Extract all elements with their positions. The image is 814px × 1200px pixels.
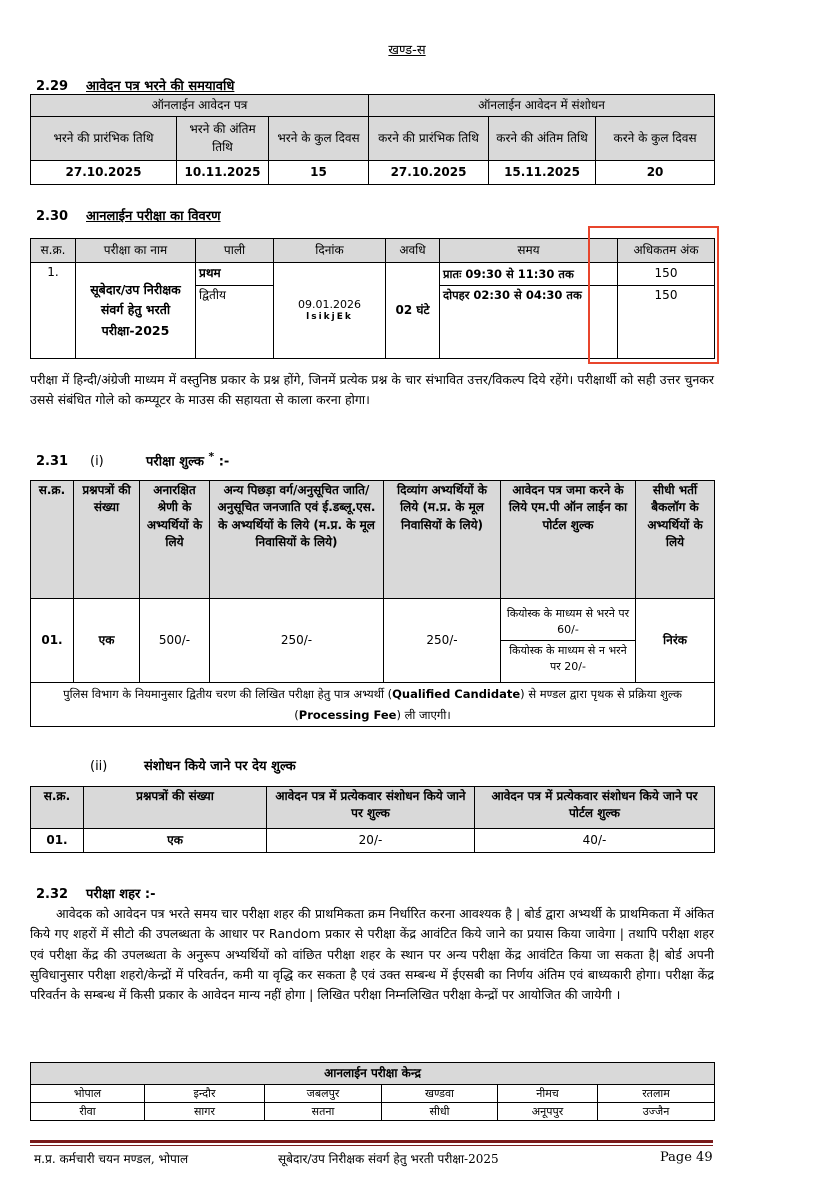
marks-2-cell: 150 xyxy=(618,286,715,359)
header-cell: सीधी भर्ती बैकलॉग के अभ्यर्थियों के लिये xyxy=(636,481,715,599)
header-cell: अधिकतम अंक xyxy=(618,239,715,263)
center-cell: रतलाम xyxy=(598,1085,715,1103)
serial-cell: 01. xyxy=(31,829,84,853)
heading-suffix: :- xyxy=(218,454,230,470)
footer-rule-thin xyxy=(30,1145,713,1146)
center-cell: सीधी xyxy=(382,1103,498,1121)
note-part: ) ली जाएगी। xyxy=(396,707,451,722)
value-cell: 15.11.2025 xyxy=(489,161,596,185)
center-cell: सतना xyxy=(265,1103,382,1121)
duration-cell: 02 घंटे xyxy=(386,263,440,359)
header-cell: परीक्षा का नाम xyxy=(76,239,196,263)
centers-title: आनलाईन परीक्षा केन्द्र xyxy=(31,1063,715,1085)
date-value: 09.01.2026 xyxy=(298,297,361,311)
serial-cell: 01. xyxy=(31,599,74,683)
header-cell: करने की अंतिम तिथि xyxy=(489,117,596,161)
portal-fee-cell xyxy=(501,599,636,683)
heading-title: आवेदन पत्र भरने की समयावधि xyxy=(86,79,235,94)
heading-number: 2.31 xyxy=(36,454,69,470)
correction-fee-cell: 20/- xyxy=(267,829,475,853)
heading-2-32 xyxy=(36,884,155,902)
heading-2-31-ii xyxy=(90,756,296,774)
papers-cell: एक xyxy=(74,599,140,683)
header-cell: अन्य पिछड़ा वर्ग/अनुसूचित जाति/अनुसूचित जनजाति एवं ई.डब्लू.एस. के अभ्यर्थियों के लिये (म.प्र. के मूल निवासियों के लिये) xyxy=(210,481,384,599)
heading-2-29 xyxy=(36,76,234,94)
divyang-fee-cell: 250/- xyxy=(384,599,501,683)
value-cell: 27.10.2025 xyxy=(369,161,489,185)
sub-number: (ii) xyxy=(90,759,108,774)
header-cell: भरने की अंतिम तिथि xyxy=(177,117,269,161)
value-cell: 10.11.2025 xyxy=(177,161,269,185)
portal-fee-no-kiosk: कियोस्क के माध्यम से न भरने पर 20/- xyxy=(509,644,627,673)
heading-title: आनलाईन परीक्षा का विवरण xyxy=(86,209,221,224)
asterisk: * xyxy=(208,450,215,463)
note-part: Qualified Candidate xyxy=(392,687,521,702)
header-cell: आवेदन पत्र जमा करने के लिये एम.पी ऑन लाईन का पोर्टल शुल्क xyxy=(501,481,636,599)
portal-fee-kiosk: कियोस्क के माध्यम से भरने पर 60/- xyxy=(501,604,635,641)
marks-1-cell: 150 xyxy=(618,263,715,286)
group-online-correction: ऑनलाईन आवेदन में संशोधन xyxy=(369,95,715,117)
footer-rule xyxy=(30,1140,713,1143)
heading-2-30 xyxy=(36,206,221,224)
reserved-fee-cell: 250/- xyxy=(210,599,384,683)
center-cell: सागर xyxy=(145,1103,265,1121)
center-cell: अनूपपुर xyxy=(498,1103,598,1121)
center-cell: जबलपुर xyxy=(265,1085,382,1103)
time-1-cell: प्रातः 09:30 से 11:30 तक xyxy=(440,263,618,286)
heading-number: 2.29 xyxy=(36,79,69,94)
value-cell: 20 xyxy=(596,161,715,185)
exam-name-cell: सूबेदार/उप निरीक्षक संवर्ग हेतु भरती परीक्षा-2025 xyxy=(76,263,196,359)
heading-number: 2.32 xyxy=(36,887,69,902)
center-cell: नीमच xyxy=(498,1085,598,1103)
shift-2-cell: द्वितीय xyxy=(196,286,274,359)
application-period-table xyxy=(30,94,715,185)
time-2-cell: दोपहर 02:30 से 04:30 तक xyxy=(440,286,618,359)
center-cell: रीवा xyxy=(31,1103,145,1121)
exam-fee-table xyxy=(30,480,715,727)
value-cell: 27.10.2025 xyxy=(31,161,177,185)
header-cell: करने के कुल दिवस xyxy=(596,117,715,161)
header-cell: भरने के कुल दिवस xyxy=(269,117,369,161)
header-cell: दिनांक xyxy=(274,239,386,263)
header-cell: प्रश्नपत्रों की संख्या xyxy=(74,481,140,599)
date-extra: lsikjEk xyxy=(306,311,353,322)
heading-number: 2.30 xyxy=(36,209,69,224)
header-cell: अवधि xyxy=(386,239,440,263)
footer-center: सूबेदार/उप निरीक्षक संवर्ग हेतु भरती परीक्षा-2025 xyxy=(278,1152,499,1166)
exam-centers-table xyxy=(30,1062,715,1121)
header-cell: समय xyxy=(440,239,618,263)
heading-title: संशोधन किये जाने पर देय शुल्क xyxy=(144,759,296,774)
heading-2-31 xyxy=(36,450,229,469)
general-fee-cell: 500/- xyxy=(140,599,210,683)
papers-cell: एक xyxy=(84,829,267,853)
header-cell: प्रश्नपत्रों की संख्या xyxy=(84,787,267,829)
center-cell: भोपाल xyxy=(31,1085,145,1103)
center-cell: इन्दौर xyxy=(145,1085,265,1103)
header-cell: करने की प्रारंभिक तिथि xyxy=(369,117,489,161)
group-online-application: ऑनलाईन आवेदन पत्र xyxy=(31,95,369,117)
serial-cell: 1. xyxy=(31,263,76,359)
processing-fee-note xyxy=(31,683,715,727)
value-cell: 15 xyxy=(269,161,369,185)
header-cell: स.क्र. xyxy=(31,239,76,263)
footer-page-number: Page 49 xyxy=(660,1150,713,1165)
center-cell: खण्डवा xyxy=(382,1085,498,1103)
heading-title: परीक्षा शहर :- xyxy=(86,887,156,902)
header-cell: आवेदन पत्र में प्रत्येकवार संशोधन किये जाने पर शुल्क xyxy=(267,787,475,829)
portal-fee-cell: 40/- xyxy=(475,829,715,853)
header-cell: स.क्र. xyxy=(31,481,74,599)
header-cell: पाली xyxy=(196,239,274,263)
sub-number: (i) xyxy=(90,454,104,470)
note-part: ) से मण्डल द्वारा पृथक से प्रक्रिया शुल्क ( xyxy=(294,687,682,722)
header-cell: अनारक्षित श्रेणी के अभ्यर्थियों के लिये xyxy=(140,481,210,599)
correction-fee-table xyxy=(30,786,715,853)
backlog-fee-cell: निरंक xyxy=(636,599,715,683)
header-cell: आवेदन पत्र में प्रत्येकवार संशोधन किये जाने पर पोर्टल शुल्क xyxy=(475,787,715,829)
center-cell: उज्जैन xyxy=(598,1103,715,1121)
highlight-box xyxy=(588,226,719,364)
header-cell: दिव्यांग अभ्यर्थियों के लिये (म.प्र. के मूल निवासियों के लिये) xyxy=(384,481,501,599)
note-part: पुलिस विभाग के नियमानुसार द्वितीय चरण की लिखित परीक्षा हेतु पात्र अभ्यर्थी ( xyxy=(63,687,393,702)
exam-note: परीक्षा में हिन्दी/अंग्रेजी माध्यम में वस्तुनिष्ठ प्रकार के प्रश्न होंगे, जिनमें प्रत्येक प्रश्न के चार संभावित उत्तर/विकल्प दिये रहेंगे। परीक्षार्थी को सही उत्तर चुनकर उससे संबंधित गोले को कम्प्यूटर के माउस की सहायता से काला करना होगा। xyxy=(30,372,714,408)
heading-title: परीक्षा शुल्क xyxy=(146,454,204,470)
shift-1-cell: प्रथम xyxy=(196,263,274,286)
section-title: खण्ड-स xyxy=(388,43,426,58)
header-cell: स.क्र. xyxy=(31,787,84,829)
footer-left: म.प्र. कर्मचारी चयन मण्डल, भोपाल xyxy=(34,1152,189,1166)
note-part: Processing Fee xyxy=(298,707,397,722)
exam-city-paragraph: आवेदक को आवेदन पत्र भरते समय चार परीक्षा शहर की प्राथमिकता क्रम निर्धारित करना आवश्यक है | बोर्ड द्वारा अभ्यर्थी के प्राथमिकता में अंकित किये गए शहरों में सीटो की उपलब्धता के आधार पर Random प्रकार से परीक्षा केंद्र आवंटित किये जाने का प्रयास किया जावेगा | तथापि परीक्षा शहर एवं परीक्षा केंद्र की उपलब्धता के अनुरूप अभ्यर्थियों को वांछित परीक्षा शहर के स्थान पर अन्य परीक्षा केंद्र आवंटित किया जा सकता है| बोर्ड अपनी सुविधानुसार परीक्षा शहरो/केन्द्रों में परिवर्तन, कमी या वृद्धि कर सकता है एवं उक्त सम्बन्ध में ईएसबी का निर्णय अंतिम एवं बाध्यकारी होगा। परीक्षा केंद्र परिवर्तन के सम्बन्ध में किसी प्रकार के आवेदन मान्य नहीं होगा | लिखित परीक्षा निम्नलिखित परीक्षा केन्द्रों पर आयोजित की जायेगी । xyxy=(30,906,714,1002)
date-cell xyxy=(274,263,386,359)
header-cell: भरने की प्रारंभिक तिथि xyxy=(31,117,177,161)
